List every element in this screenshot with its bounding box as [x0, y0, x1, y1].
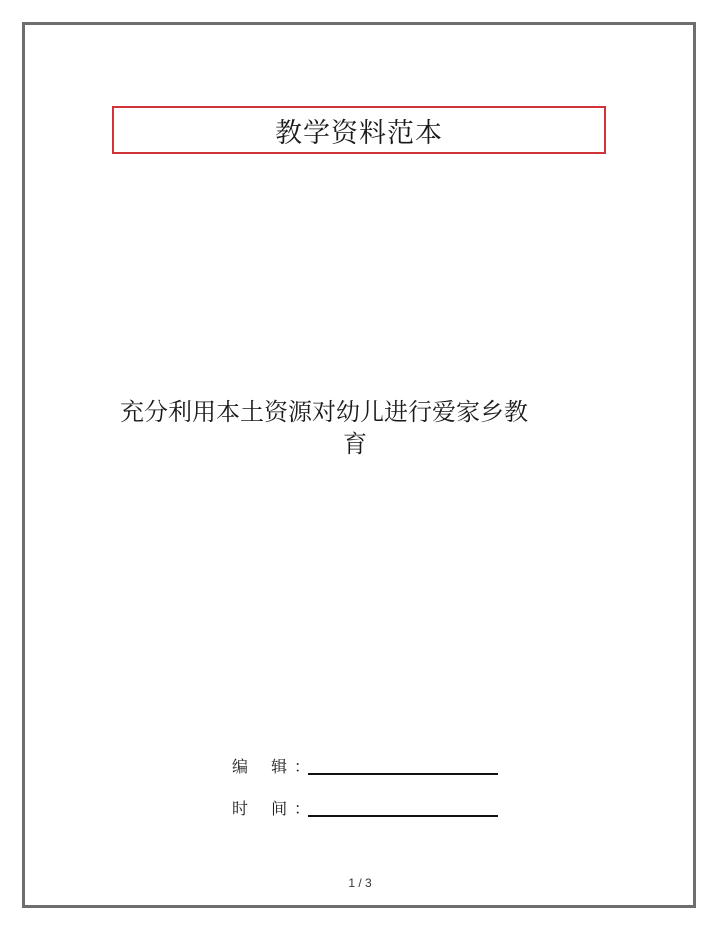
editor-underline	[308, 773, 498, 775]
time-field	[232, 796, 498, 819]
banner-box	[112, 106, 606, 154]
time-underline	[308, 815, 498, 817]
document-title-line2: 育	[343, 430, 367, 458]
editor-field	[232, 754, 498, 777]
document-title	[100, 394, 610, 462]
editor-colon: ：	[294, 757, 311, 776]
document-title-line1: 充分利用本土资源对幼儿进行爱家乡教	[120, 398, 528, 426]
banner-title: 教学资料范本	[275, 117, 443, 149]
time-colon: ：	[294, 799, 311, 818]
page-number: 1 / 3	[348, 876, 372, 890]
time-label: 时 间	[232, 799, 297, 818]
editor-label: 编 辑	[232, 757, 297, 776]
